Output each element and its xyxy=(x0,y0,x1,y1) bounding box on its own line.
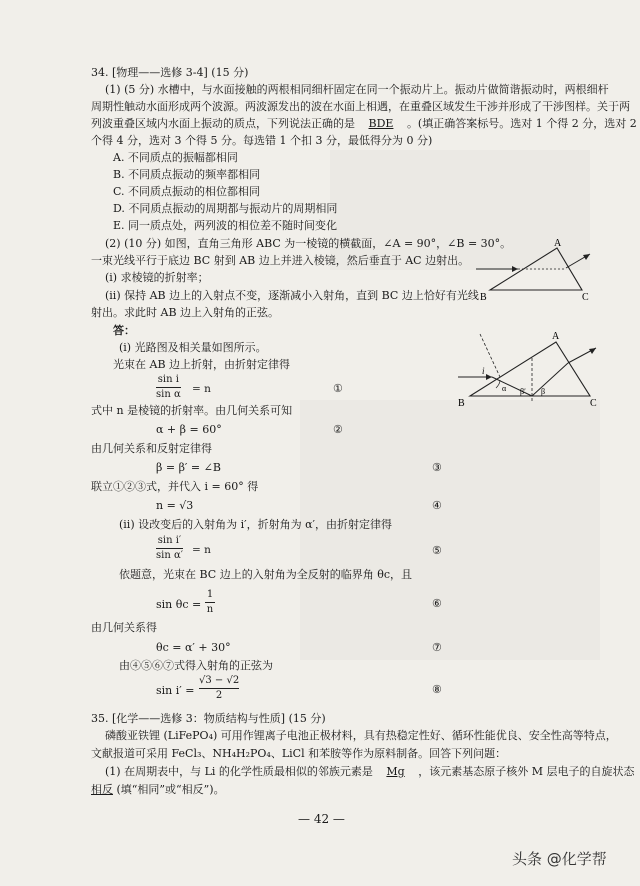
q34-p2-ii-line1: (ii) 保持 AB 边上的入射点不变，逐渐减小入射角，直到 BC 边上恰好有光线 xyxy=(105,289,479,302)
q34-p1-line4: 个得 4 分，选对 3 个得 5 分。每选错 1 个扣 3 分，最低得分为 0 分) xyxy=(91,134,433,147)
fraction-bar xyxy=(205,602,215,603)
solution-step-2: 光束在 AB 边上折射，由折射定律得 xyxy=(113,358,291,371)
q35-line4 xyxy=(91,783,225,797)
fig2-angle-beta2: β′ xyxy=(520,387,526,396)
eq6-fraction xyxy=(205,589,215,616)
eq7: θc = α′ + 30° xyxy=(156,641,231,654)
q34-p2-i: (i) 求棱镜的折射率； xyxy=(105,271,209,284)
fig1-label-b: B xyxy=(480,292,487,303)
eq5-denominator: sin α′ xyxy=(156,550,183,561)
q35-line1: 磷酸亚铁锂 (LiFePO₄) 可用作锂离子电池正极材料，具有热稳定性好、循环性能优良、安全性高等特点， xyxy=(105,729,617,742)
eq1-denominator: sin α xyxy=(156,389,181,400)
eq-mark-4: ④ xyxy=(432,499,442,512)
eq5-numerator: sin i′ xyxy=(157,535,182,546)
fig1-label-a: A xyxy=(554,238,562,249)
eq6-denominator: n xyxy=(206,604,214,615)
eq1-rest: = n xyxy=(192,383,211,395)
option-c: C. 不同质点振动的相位都相同 xyxy=(113,185,261,198)
eq-mark-2: ② xyxy=(333,423,343,436)
q34-p2-ii-line2: 射出。求此时 AB 边上入射角的正弦。 xyxy=(91,306,280,319)
q35-answer-spin: 相反 xyxy=(91,783,113,796)
fig2-angle-beta: β xyxy=(541,387,546,396)
fig2-angle-i: i xyxy=(482,366,485,376)
q34-p1-line3-a: 列波重叠区域内水面上振动的质点，下列说法正确的是 xyxy=(91,117,355,130)
eq8-numerator: √3 − √2 xyxy=(199,675,240,686)
solution-step-7: 依题意，光束在 BC 边上的入射角为全反射的临界角 θc，且 xyxy=(119,568,412,581)
q34-p1-line3 xyxy=(91,117,637,131)
eq2: α + β = 60° xyxy=(156,423,222,436)
q35-line3-c: ，该元素基态原子核外 M 层电子的自旋状态 xyxy=(418,765,635,778)
eq8-fraction xyxy=(199,675,239,702)
q35-header: 35. [化学——选修 3：物质结构与性质] (15 分) xyxy=(91,712,326,725)
solution-step-9: 由④⑤⑥⑦式得入射角的正弦为 xyxy=(119,659,273,672)
solution-step-1: (i) 光路图及相关量如图所示。 xyxy=(119,341,267,354)
q35-line4-b: (填“相同”或“相反”)。 xyxy=(116,783,225,796)
q34-p2-line2: 一束光线平行于底边 BC 射到 AB 边上并进入棱镜，然后垂直于 AC 边射出。 xyxy=(91,254,470,267)
q34-p1-answer: BDE xyxy=(368,117,394,130)
fig2-angle-alpha: α xyxy=(502,384,507,393)
watermark: 头条 @化学帮 xyxy=(512,850,607,868)
fraction-bar xyxy=(199,688,239,689)
eq6-left: sin θc = xyxy=(156,598,202,611)
eq1-fraction xyxy=(156,374,181,401)
q35-answer-element: Mg xyxy=(386,765,405,778)
eq4: n = √3 xyxy=(156,499,194,512)
eq-mark-1: ① xyxy=(333,382,343,395)
solution-step-6: (ii) 设改变后的入射角为 i′，折射角为 α′，由折射定律得 xyxy=(119,518,393,531)
answer-label: 答： xyxy=(113,324,135,337)
eq6-numerator: 1 xyxy=(206,589,214,600)
q34-p2-line1: (2) (10 分) 如图，直角三角形 ABC 为一棱镜的横截面，∠A = 90°，∠B = 30°。 xyxy=(105,237,512,250)
fraction-bar xyxy=(156,387,181,388)
solution-step-3: 式中 n 是棱镜的折射率。由几何关系可知 xyxy=(91,404,293,417)
q34-p1-line3-c: 。(填正确答案标号。选对 1 个得 2 分，选对 2 xyxy=(406,117,637,130)
q35-line3 xyxy=(105,765,634,779)
fig1-label-c: C xyxy=(582,292,589,303)
q34-header: 34. [物理——选修 3-4] (15 分) xyxy=(91,66,249,79)
solution-step-4: 由几何关系和反射定律得 xyxy=(91,442,212,455)
q34-p1-line2: 周期性触动水面形成两个波源。两波源发出的波在水面上相遇，在重叠区域发生干涉并形成了干涉图样。关于两 xyxy=(91,100,630,113)
eq5-fraction xyxy=(156,535,183,562)
eq1-numerator: sin i xyxy=(157,374,179,385)
eq-mark-8: ⑧ xyxy=(432,683,442,696)
eq8-left: sin i′ = xyxy=(156,684,195,697)
eq8-denominator: 2 xyxy=(215,690,223,701)
option-e: E. 同一质点处，两列波的相位差不随时间变化 xyxy=(113,219,338,232)
fig2-label-c: C xyxy=(590,398,597,409)
eq-mark-3: ③ xyxy=(432,461,442,474)
fig2-label-b: B xyxy=(458,398,465,409)
option-d: D. 不同质点振动的周期都与振动片的周期相同 xyxy=(113,202,338,215)
fraction-bar xyxy=(156,548,183,549)
q34-p1-line1: (1) (5 分) 水槽中，与水面接触的两根相同细杆固定在同一个振动片上。振动片做简谐振动时，两根细杆 xyxy=(105,83,609,96)
q35-line2: 文献报道可采用 FeCl₃、NH₄H₂PO₄、LiCl 和苯胺等作为原料制备。回答下列问题： xyxy=(91,747,507,760)
eq-mark-6: ⑥ xyxy=(432,597,442,610)
fig2-label-a: A xyxy=(552,331,560,342)
eq5-rest: = n xyxy=(192,544,211,556)
eq-mark-5: ⑤ xyxy=(432,544,442,557)
light-path-figure xyxy=(456,328,606,410)
solution-step-8: 由几何关系得 xyxy=(91,621,157,634)
option-a: A. 不同质点的振幅都相同 xyxy=(113,151,238,164)
eq-mark-7: ⑦ xyxy=(432,641,442,654)
prism-figure xyxy=(474,238,594,304)
eq3: β = β′ = ∠B xyxy=(156,461,221,474)
option-b: B. 不同质点振动的频率都相同 xyxy=(113,168,261,181)
solution-step-5: 联立①②③式，并代入 i = 60° 得 xyxy=(91,480,259,493)
page-number: — 42 — xyxy=(298,812,345,826)
q35-line3-a: (1) 在周期表中，与 Li 的化学性质最相似的邻族元素是 xyxy=(105,765,373,778)
